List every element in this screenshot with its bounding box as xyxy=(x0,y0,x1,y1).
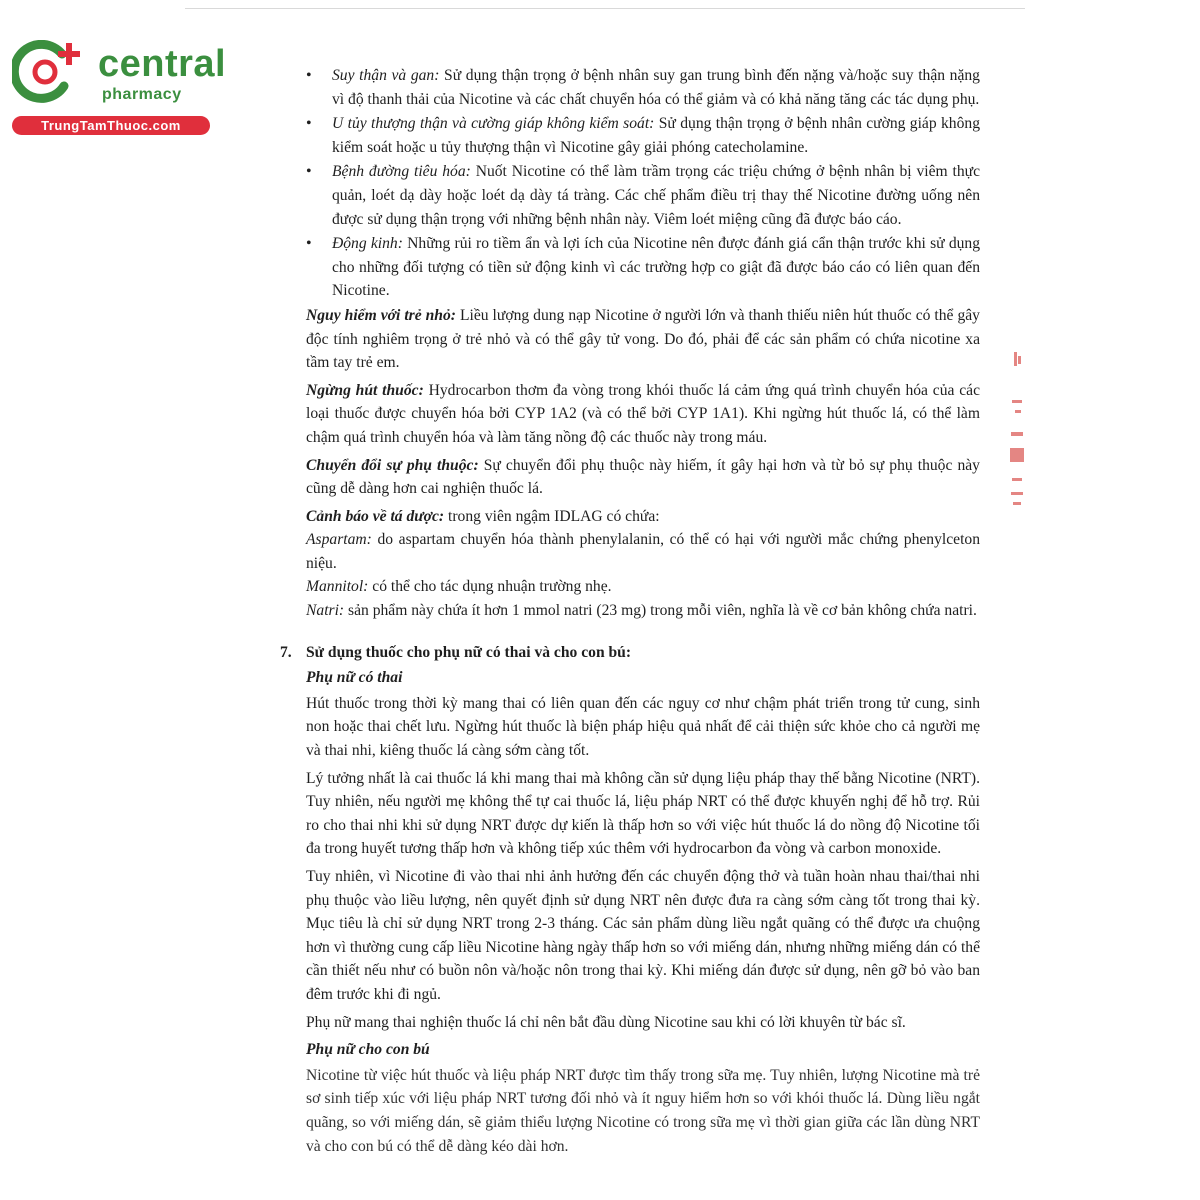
excipient-aspartam xyxy=(306,528,980,575)
bullet-term: Động kinh: xyxy=(332,235,403,253)
excipient-term: Aspartam: xyxy=(306,531,372,549)
excipient-term: Natri: xyxy=(306,602,345,620)
excipient-text: do aspartam chuyển hóa thành phenylalanin, có thể có hại với người mắc chứng phenylceton niệu. xyxy=(306,531,980,572)
subheading-pregnant: Phụ nữ có thai xyxy=(306,669,403,687)
paragraph: Lý tưởng nhất là cai thuốc lá khi mang thai mà không cần sử dụng liệu pháp thay thế bằng Nicotine (NRT). Tuy nhiên, nếu người mẹ không thể tự cai thuốc lá, liệu pháp NRT có thể được khuyến nghị để hỗ trợ. Rủi ro cho thai nhi khi sử dụng NRT được dự kiến là thấp hơn so với việc hút thuốc lá do nồng độ Nicotine tối đa trong huyết tương thấp hơn và không tiếp xúc thêm với hydrocarbon đa vòng và carbon monoxide. xyxy=(306,769,980,858)
red-stamp-mark-icon xyxy=(1006,352,1028,512)
paragraph-term: Cảnh báo về tá dược: xyxy=(306,507,445,525)
section-heading xyxy=(280,641,980,665)
paragraph-quit-smoking xyxy=(306,379,980,450)
excipient-mannitol xyxy=(306,575,980,599)
list-item xyxy=(332,112,980,159)
brand-name: central xyxy=(98,43,227,85)
section-title: Sử dụng thuốc cho phụ nữ có thai và cho con bú: xyxy=(306,643,632,661)
paragraph-term: Nguy hiểm với trẻ nhỏ: xyxy=(306,306,456,324)
paragraph: Nicotine từ việc hút thuốc và liệu pháp NRT được tìm thấy trong sữa mẹ. Tuy nhiên, lượng Nicotine mà trẻ sơ sinh tiếp xúc với liệu pháp NRT tương đối nhỏ và ít nguy hiểm hơn so với khói thuốc lá. Dùng liều ngắt quãng, so với miếng dán, sẽ giảm thiểu lượng Nicotine có trong sữa mẹ vì thời gian giữa các lần dùng NRT và cho con bú có thể dễ dàng kéo dài hơn. xyxy=(306,1066,980,1155)
paragraph-text: Hydrocarbon thơm đa vòng trong khói thuốc lá cảm ứng quá trình chuyển hóa của các loại thuốc được chuyển hóa bởi CYP 1A2 (và có thể bởi CYP 1A1). Khi ngừng hút thuốc lá, có thể làm chậm quá trình chuyển hóa và làm tăng nồng độ các thuốc này trong máu. xyxy=(306,381,981,446)
paragraph-text: Sự chuyển đổi phụ thuộc này hiếm, ít gây hại hơn và từ bỏ sự phụ thuộc này cũng dễ dàng hơn cai nghiện thuốc lá. xyxy=(306,456,980,498)
excipient-text: sản phẩm này chứa ít hơn 1 mmol natri (23 mg) trong mỗi viên, nghĩa là về cơ bản không chứa natri. xyxy=(344,602,977,620)
paragraph-dependence xyxy=(306,454,980,501)
bullet-text: Những rủi ro tiềm ẩn và lợi ích của Nicotine nên được đánh giá cẩn thận trước khi sử dụng cho những đối tượng có tiền sử động kinh vì các trường hợp co giật đã được báo cáo có liên quan đến Nicotine. xyxy=(332,235,981,300)
brand-website[interactable]: TrungTamThuoc.com xyxy=(12,116,210,135)
brand-subtitle: pharmacy xyxy=(102,86,182,103)
excipients-heading xyxy=(306,505,980,529)
paragraph: Hút thuốc trong thời kỳ mang thai có liên quan đến các nguy cơ như chậm phát triển trong tử cung, sinh non hoặc thai chết lưu. Ngừng hút thuốc là biện pháp hiệu quả nhất để cải thiện sức khỏe cho cả người mẹ và thai nhi, kiêng thuốc lá càng sớm càng tốt. xyxy=(306,694,980,760)
bullet-text: Nuốt Nicotine có thể làm trầm trọng các triệu chứng ở bệnh nhân bị viêm thực quản, loét dạ dày hoặc loét dạ dày tá tràng. Các chế phẩm điều trị thay thế Nicotine đường uống nên được sử dụng thận trọng với những bệnh nhân này. Viêm loét miệng cũng đã được báo cáo. xyxy=(332,163,981,228)
list-item xyxy=(332,160,980,231)
paragraph-term: Chuyển đổi sự phụ thuộc: xyxy=(306,456,479,474)
excipient-natri xyxy=(306,599,980,623)
bullet-term: Bệnh đường tiêu hóa: xyxy=(332,163,471,181)
warning-bullet-list xyxy=(280,64,980,303)
paragraph-term: Ngừng hút thuốc: xyxy=(306,381,424,399)
bullet-term: Suy thận và gan: xyxy=(332,67,440,84)
excipient-term: Mannitol: xyxy=(306,578,369,596)
bullet-text: Sử dụng thận trọng ở bệnh nhân suy gan trung bình đến nặng và/hoặc suy thận nặng vì độ thanh thải của Nicotine và các chất chuyển hóa có thể giảm và có khả năng tăng các tác dụng phụ. xyxy=(332,67,980,108)
list-item xyxy=(332,64,980,111)
section-number: 7. xyxy=(280,643,292,661)
paragraph-text: trong viên ngậm IDLAG có chứa: xyxy=(444,507,660,525)
bullet-term: U tủy thượng thận và cường giáp không kiểm soát: xyxy=(332,115,655,133)
bullet-text: Sử dụng thận trọng ở bệnh nhân cường giáp không kiểm soát hoặc u tủy thượng thận vì Nicotine gây giải phóng catecholamine. xyxy=(332,115,980,156)
document-page xyxy=(280,64,980,1162)
pharmacy-cross-logo-icon xyxy=(12,40,82,104)
paragraph-text: Liều lượng dung nạp Nicotine ở người lớn và thanh thiếu niên hút thuốc có thể gây độc tính nghiêm trọng ở trẻ nhỏ và có thể gây tử vong. Do đó, phải để các sản phẩm có chứa nicotine xa tầm tay trẻ em. xyxy=(306,306,980,372)
brand-logo[interactable] xyxy=(10,38,227,138)
excipient-text: có thể cho tác dụng nhuận trường nhẹ. xyxy=(368,578,612,596)
subheading-breastfeeding: Phụ nữ cho con bú xyxy=(306,1041,430,1059)
list-item xyxy=(332,232,980,303)
page-edge-line xyxy=(185,8,1025,9)
paragraph-child-danger xyxy=(306,304,980,375)
paragraph: Tuy nhiên, vì Nicotine đi vào thai nhi ảnh hưởng đến các chuyển động thở và tuần hoàn nhau thai/thai nhi phụ thuộc vào liều lượng, nên quyết định sử dụng NRT nên được đưa ra càng sớm càng tốt trong thai kỳ. Mục tiêu là chỉ sử dụng NRT trong 2-3 tháng. Các sản phẩm dùng liều ngắt quãng có thể được ưa chuộng hơn vì thường cung cấp liều Nicotine hàng ngày thấp hơn so với miếng dán, nhưng những miếng dán có thể cần thiết nếu như có buồn nôn và/hoặc nôn trong thai kỳ. Khi miếng dán được sử dụng, nên gỡ bỏ vào ban đêm trước khi đi ngủ. xyxy=(306,868,980,1003)
paragraph: Phụ nữ mang thai nghiện thuốc lá chỉ nên bắt đầu dùng Nicotine sau khi có lời khuyên từ bác sĩ. xyxy=(306,1013,906,1031)
